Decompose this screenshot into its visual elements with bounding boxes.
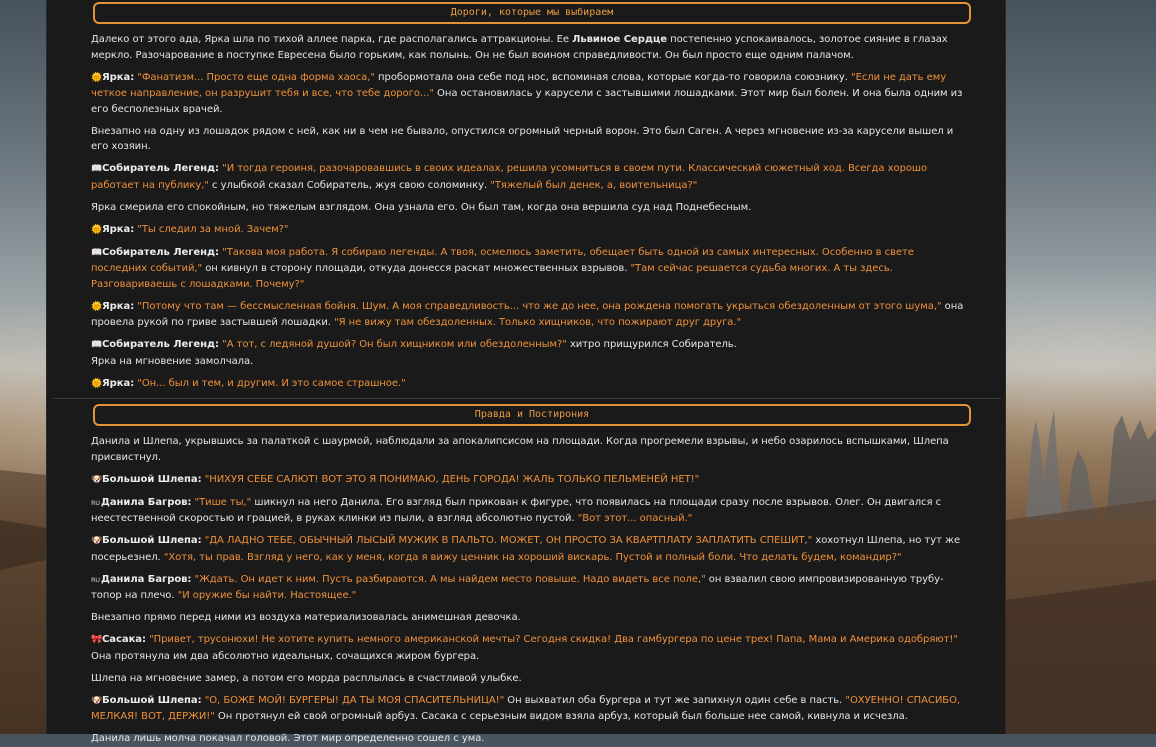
narration-text: Ярка на мгновение замолчала. — [91, 355, 254, 367]
dialogue-quote: "Тяжелый был денек, а, воительница?" — [490, 179, 698, 191]
dog-icon: 🐶 — [91, 695, 103, 706]
narration-text: Внезапно на одну из лошадок рядом с ней, как ни в чем не бывало, опустился огромный черный ворон. Это был Саген. А через мгновение из-за карусели вышел и его хозяин. — [91, 125, 954, 152]
story-content — [91, 2, 971, 747]
speaker-name: Данила Багров: — [101, 496, 192, 508]
narration-text: Далеко от этого ада, Ярка шла по тихой аллее парка, где располагались аттракционы. Ее — [91, 34, 573, 45]
narration-text: хитро прищурился Собиратель. — [566, 339, 737, 350]
ribbon-icon: 🎀 — [91, 635, 103, 645]
story-paragraph — [91, 245, 971, 293]
narration-text: он взвалил свою импровизированную трубу-топор на плечо. — [91, 573, 944, 601]
book-icon: 📖 — [91, 164, 103, 174]
book-icon: 📖 — [91, 340, 103, 350]
speaker-name: Большой Шлепа: — [102, 473, 202, 485]
narration-text: с улыбкой сказал Собиратель, жуя свою соломинку. — [208, 179, 491, 191]
dialogue-quote: "Фанатизм... Просто еще одна форма хаоса," — [137, 71, 375, 83]
dialogue-quote: "Ты следил за мной. Зачем?" — [137, 223, 289, 235]
dialogue-quote: "НИХУЯ СЕБЕ САЛЮТ! ВОТ ЭТО Я ПОНИМАЮ, ДЕНЬ ГОРОДА! ЖАЛЬ ТОЛЬКО ПЕЛЬМЕНЕЙ НЕТ!" — [204, 473, 700, 485]
narration-text: Ярка смерила его спокойным, но тяжелым взглядом. Она узнала его. Он был там, когда она вершила суд над Поднебесным. — [91, 201, 752, 213]
narration-text: постепенно успокаивалось, золотое сияние в глазах меркло. Разочарование в поступке Евресена было горьким, как полынь. Он не был воином справедливости. Он был просто еще одним палачом. — [91, 34, 948, 61]
narration-text: Он выхватил оба бургера и тут же запихнул один себе в пасть. — [504, 694, 846, 706]
story-paragraph — [91, 337, 971, 354]
story-paragraph — [91, 693, 971, 725]
dialogue-quote: "Привет, трусонюхи! Не хотите купить немного американской мечты? Сегодня скидка! Два гамбургера по цене трех! Папа, Мама и Америка одобряют!" — [149, 634, 958, 645]
dialogue-quote: "А тот, с ледяной душой? Он был хищником или обездоленным?" — [222, 339, 567, 350]
speaker-name: Сасака: — [102, 634, 146, 645]
story-paragraph — [91, 376, 971, 393]
speaker-name: Ярка: — [102, 223, 135, 235]
dialogue-quote: "И тогда героиня, разочаровавшись в своих идеалах, решила усомниться в своем пути. Классический сюжетный ход. Всегда хорошо работает на публику," — [91, 163, 928, 191]
dog-icon: 🐶 — [91, 536, 103, 546]
speaker-name: Ярка: — [102, 377, 135, 389]
speaker-name: Собиратель Легенд: — [102, 246, 219, 258]
dialogue-quote: "Тише ты," — [194, 496, 252, 508]
story-paragraph — [91, 472, 971, 489]
dialogue-quote: "ОХУЕННО! СПАСИБО, МЕЛКАЯ! ВОТ, ДЕРЖИ!" — [91, 694, 961, 722]
story-paragraph — [91, 124, 971, 155]
narration-text: Он протянул ей свой огромный арбуз. Сасака с серьезным видом взяла арбуз, который был больше нее самой, кивнула и исчезла. — [214, 711, 908, 722]
narration-text: шикнул на него Данила. Его взгляд был прикован к фигуре, что появилась на площади сразу после взрывов. Олег. Он двигался с неестественной скоростью и грацией, в руках клинки из пыли, а взгляд абсолютно пустой. — [91, 496, 942, 524]
dialogue-quote: "ДА ЛАДНО ТЕБЕ, ОБЫЧНЫЙ ЛЫСЫЙ МУЖИК В ПАЛЬТО. МОЖЕТ, ОН ПРОСТО ЗА КВАРТПЛАТУ ЗАПЛАТИТЬ СПЕШИТ," — [204, 535, 813, 546]
dialogue-quote: "Если не дать ему четкое направление, он разрушит тебя и все, что тебе дорого..." — [91, 71, 947, 99]
speaker-name: Данила Багров: — [101, 573, 192, 585]
story-paragraph — [91, 161, 971, 193]
dialogue-quote: "Такова моя работа. Я собираю легенды. А твоя, осмелюсь заметить, обещает быть одной из самых интересных. Особенно в свете последних событий," — [91, 246, 914, 274]
ru-flag-icon: RU — [91, 498, 100, 507]
speaker-name: Ярка: — [102, 71, 135, 83]
dialogue-quote: "Потому что там — бессмысленная бойня. Шум. А моя справедливость... что же до нее, она рождена помогать укрыться обездоленным от этого шума," — [137, 300, 942, 312]
narration-text: Данила лишь молча покачал головой. Этот мир определенно сошел с ума. — [91, 733, 485, 744]
dialogue-quote: "И оружие бы найти. Настоящее." — [177, 590, 357, 601]
story-paragraph — [91, 32, 971, 63]
dialogue-quote: "Вот этот... опасный." — [577, 513, 693, 524]
dialogue-quote: "Он... был и тем, и другим. И это самое страшное." — [137, 377, 406, 389]
section-title: Дороги, которые мы выбираем — [93, 2, 971, 24]
story-paragraph — [91, 572, 971, 604]
story-paragraph — [91, 354, 971, 370]
speaker-name: Большой Шлепа: — [102, 535, 202, 546]
sun-icon: 🌞 — [91, 378, 103, 389]
speaker-name: Собиратель Легенд: — [102, 339, 219, 350]
story-paragraph — [91, 222, 971, 239]
narration-text: Она протянула им два абсолютно идеальных, сочащихся жиром бургера. — [91, 650, 480, 662]
background-ruins-right — [1006, 0, 1156, 734]
story-paragraph — [91, 495, 971, 527]
section-title: Правда и Постирония — [93, 404, 971, 426]
story-paragraph — [91, 533, 971, 565]
dialogue-quote: "Там сейчас решается судьба многих. А ты здесь. Разговариваешь с лошадками. Почему?" — [91, 263, 893, 290]
story-panel — [46, 0, 1006, 744]
story-paragraph — [91, 731, 971, 747]
emphasis-text: Львиное Сердце — [572, 34, 667, 45]
background-desert-left — [0, 0, 46, 734]
speaker-name: Собиратель Легенд: — [102, 163, 219, 174]
dialogue-quote: "О, БОЖЕ МОЙ! БУРГЕРЫ! ДА ТЫ МОЯ СПАСИТЕЛЬНИЦА!" — [204, 694, 505, 706]
story-paragraph — [91, 200, 971, 216]
narration-text: он кивнул в сторону площади, откуда донесся раскат множественных взрывов. — [202, 263, 631, 274]
story-paragraph — [91, 70, 971, 118]
dialogue-quote: "Ждать. Он идет к ним. Пусть разбираются. А мы найдем место повыше. Надо видеть все поле," — [194, 573, 706, 585]
dog-icon: 🐶 — [91, 474, 103, 485]
narration-text: она провела рукой по гриве застывшей лошадки. — [91, 300, 964, 328]
book-icon: 📖 — [91, 247, 103, 258]
story-paragraph — [91, 671, 971, 687]
sun-icon: 🌞 — [91, 301, 103, 312]
speaker-name: Большой Шлепа: — [102, 694, 202, 706]
sun-icon: 🌞 — [91, 224, 103, 235]
dialogue-quote: "Хотя, ты прав. Взгляд у него, как у меня, когда я вижу ценник на хороший вискарь. Пустой и полный боли. Что делать будем, командир?" — [163, 551, 902, 563]
ru-flag-icon: RU — [91, 575, 100, 584]
narration-text: Она остановилась у карусели с застывшими лошадками. Этот мир был болен. И она была одним из его бесполезных врачей. — [91, 88, 963, 115]
story-paragraph — [91, 434, 971, 465]
story-paragraph — [91, 610, 971, 626]
narration-text: Данила и Шлепа, укрывшись за палаткой с шаурмой, наблюдали за апокалипсисом на площади. Когда прогремели взрывы, и небо озарилось вспышками, Шлепа присвистнул. — [91, 436, 949, 463]
story-paragraph — [91, 299, 971, 331]
narration-text: Шлепа на мгновение замер, а потом его морда расплылась в счастливой улыбке. — [91, 672, 522, 684]
speaker-name: Ярка: — [102, 300, 135, 312]
dialogue-quote: "Я не вижу там обездоленных. Только хищников, что пожирают друг друга." — [334, 317, 742, 328]
narration-text: пробормотала она себе под нос, вспоминая слова, которые когда-то говорила союзнику. — [374, 71, 852, 83]
story-paragraph — [91, 632, 971, 664]
section-divider — [53, 398, 1001, 399]
narration-text: Внезапно прямо перед ними из воздуха материализовалась анимешная девочка. — [91, 612, 521, 623]
sun-icon: 🌞 — [91, 72, 103, 83]
narration-text: хохотнул Шлепа, но тут же посерьезнел. — [91, 535, 961, 563]
